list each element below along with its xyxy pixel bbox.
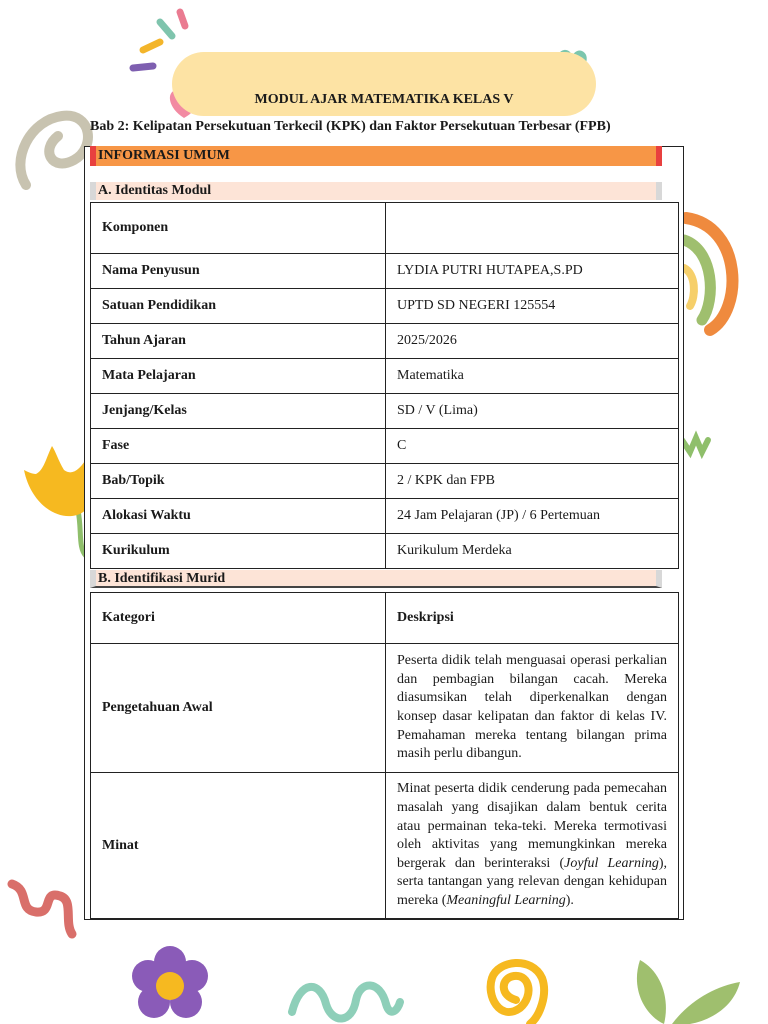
- row-value: 2025/2026: [386, 324, 679, 359]
- table-row: [91, 429, 679, 464]
- confetti-icon: [133, 12, 185, 68]
- row-description: [386, 773, 679, 919]
- table-row: [91, 359, 679, 394]
- row-label: Satuan Pendidikan: [91, 289, 386, 324]
- green-zigzag-icon: [682, 438, 708, 452]
- description-text: ).: [565, 892, 574, 908]
- row-value: Matematika: [386, 359, 679, 394]
- row-label: Bab/Topik: [91, 464, 386, 499]
- row-label: Fase: [91, 429, 386, 464]
- table-header-row: [91, 203, 679, 254]
- row-label: Jenjang/Kelas: [91, 394, 386, 429]
- rainbow-icon: [684, 218, 732, 330]
- table-row: [91, 644, 679, 773]
- description-text: ), serta tantangan yang relevan dengan kehidupan mereka (: [397, 855, 668, 908]
- description-text: Minat peserta didik cenderung pada pemecahan masalah yang disajikan dalam bentuk cerita atau permainan teka-teki. Mereka termotivasi oleh aktivitas yang memungkinkan mereka bergerak dan berinteraksi (: [397, 781, 667, 871]
- table-row: [91, 534, 679, 569]
- description-emphasis: Joyful Learning: [564, 855, 659, 871]
- row-value: LYDIA PUTRI HUTAPEA,S.PD: [386, 254, 679, 289]
- identitas-modul-table: [90, 202, 679, 569]
- row-label: Mata Pelajaran: [91, 359, 386, 394]
- teal-wave-icon: [292, 985, 400, 1018]
- row-label: Pengetahuan Awal: [91, 644, 386, 773]
- header-cell-category: Kategori: [91, 593, 386, 644]
- table-row: [91, 464, 679, 499]
- description-emphasis: Meaningful Learning: [446, 892, 566, 908]
- loop-scribble-icon: [20, 116, 88, 185]
- row-value: Kurikulum Merdeka: [386, 534, 679, 569]
- identitas-modul-heading: A. Identitas Modul: [90, 182, 662, 200]
- purple-flower-icon: [132, 946, 208, 1018]
- green-leaves-icon: [637, 960, 740, 1024]
- header-cell-description: Deskripsi: [386, 593, 679, 644]
- red-zigzag-icon: [12, 884, 72, 934]
- row-description: Peserta didik telah menguasai operasi perkalian dan pembagian bilangan cacah. Mereka diasumsikan telah diperkenalkan dengan konsep dasar kelipatan dan faktor di kelas IV. Pemahaman mereka tentang bilangan prima masih perlu dibangun.: [386, 644, 679, 773]
- row-label: Minat: [91, 773, 386, 919]
- row-label: Kurikulum: [91, 534, 386, 569]
- row-label: Nama Penyusun: [91, 254, 386, 289]
- table-row: [91, 773, 679, 919]
- table-header-row: [91, 593, 679, 644]
- informasi-umum-heading: INFORMASI UMUM: [90, 146, 662, 166]
- table-row: [91, 289, 679, 324]
- header-cell-component: Komponen: [91, 203, 386, 254]
- row-label: Alokasi Waktu: [91, 499, 386, 534]
- row-value: SD / V (Lima): [386, 394, 679, 429]
- row-label: Tahun Ajaran: [91, 324, 386, 359]
- table-row: [91, 499, 679, 534]
- yellow-spiral-icon: [491, 963, 544, 1024]
- table-row: [91, 324, 679, 359]
- row-value: 2 / KPK dan FPB: [386, 464, 679, 499]
- document-title: MODUL AJAR MATEMATIKA KELAS V: [254, 92, 514, 107]
- row-value: UPTD SD NEGERI 125554: [386, 289, 679, 324]
- identifikasi-murid-heading: B. Identifikasi Murid: [90, 570, 662, 588]
- table-row: [91, 254, 679, 289]
- document-subtitle: Bab 2: Kelipatan Persekutuan Terkecil (KPK) dan Faktor Persekutuan Terbesar (FPB): [90, 119, 611, 134]
- row-value: C: [386, 429, 679, 464]
- header-cell-value: [386, 203, 679, 254]
- identifikasi-murid-table: [90, 592, 679, 919]
- table-row: [91, 394, 679, 429]
- yellow-flower-icon: [24, 446, 93, 556]
- row-value: 24 Jam Pelajaran (JP) / 6 Pertemuan: [386, 499, 679, 534]
